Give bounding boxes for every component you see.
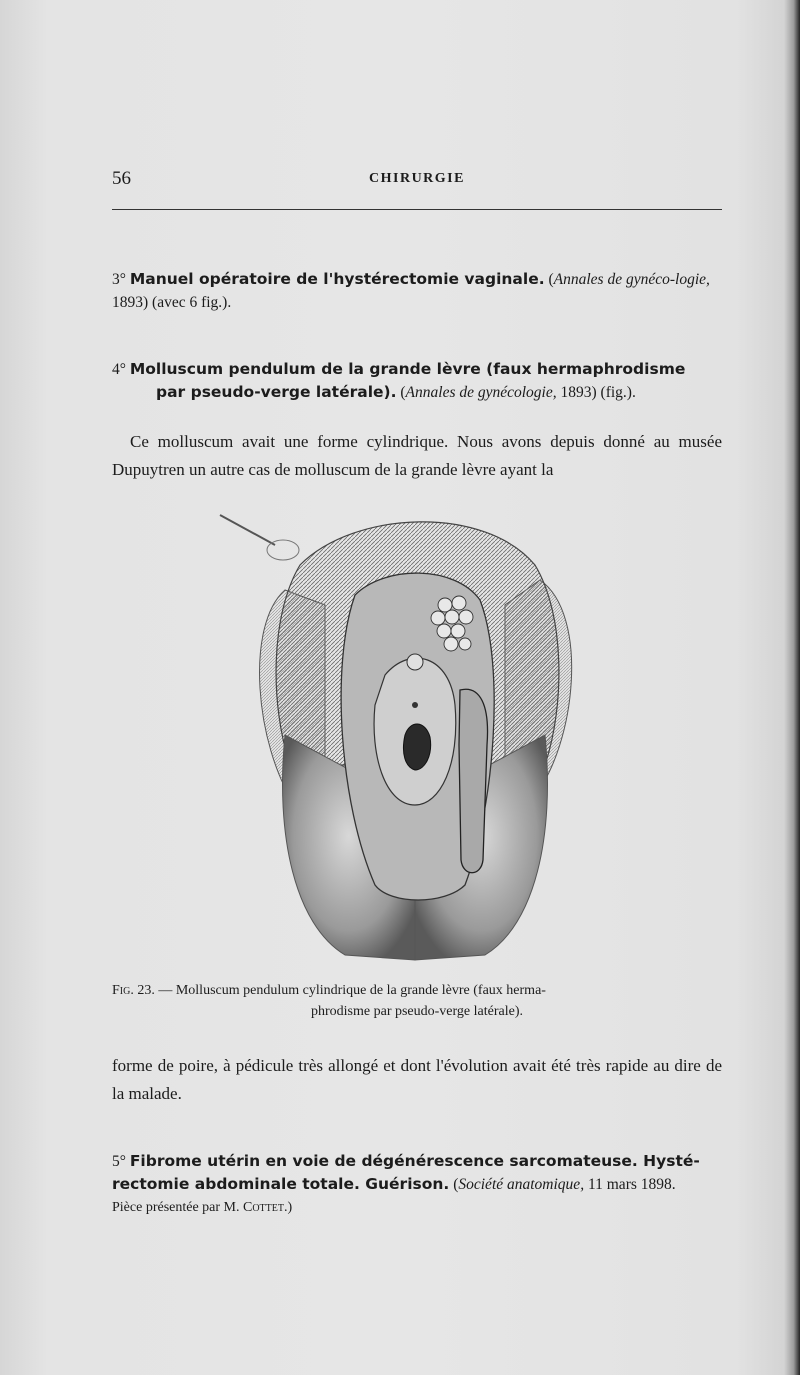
caption-line2: phrodisme par pseudo-verge latérale). (311, 1004, 523, 1019)
item-reference: (Annales de gynécologie, 1893) (fig.). (400, 384, 636, 401)
item-number: 5° (112, 1153, 126, 1170)
bibliography-item-4 (112, 358, 722, 404)
bibliography-item-3 (112, 268, 722, 314)
figure-caption (112, 980, 722, 1022)
item-title-continuation (112, 1173, 722, 1196)
item-number: 4° (112, 361, 126, 378)
item-title-line2: par pseudo-verge latérale). (156, 383, 397, 401)
header-rule (112, 209, 722, 210)
item-note: Pièce présentée par M. Cottet.) (112, 1200, 293, 1215)
item-title-line1: Molluscum pendulum de la grande lèvre (faux hermaphrodisme (129, 360, 686, 378)
item-reference: (Société anatomique, 11 mars 1898. (453, 1176, 676, 1193)
body-paragraph-2: forme de poire, à pédicule très allongé et dont l'évolution avait été très rapide au dire de la malade. (112, 1056, 722, 1103)
figure-23-illustration (215, 505, 610, 965)
item-number: 3° (112, 271, 126, 288)
caption-line1: Molluscum pendulum cylindrique de la grande lèvre (faux herma- (175, 983, 546, 998)
item-title: Manuel opératoire de l'hystérectomie vaginale. (129, 270, 545, 288)
retractor-instrument (220, 515, 275, 545)
item-reference: (Annales de gynéco-logie, 1893) (avec 6 fig.). (112, 271, 710, 311)
item-title-line2: rectomie abdominale totale. Guérison. (112, 1175, 450, 1193)
item-title-continuation (112, 381, 722, 404)
page-header (112, 168, 722, 192)
caption-label: Fig. 23. — (112, 983, 173, 998)
clitoris (407, 654, 423, 670)
page-number: 56 (112, 168, 131, 189)
running-head: CHIRURGIE (369, 171, 465, 186)
body-paragraph-1: Ce molluscum avait une forme cylindrique. Nous avons depuis donné au musée Dupuytren un autre cas de molluscum de la grande lèvre ayant la (112, 432, 722, 479)
item-title-line1: Fibrome utérin en voie de dégénérescence sarcomateuse. Hysté- (129, 1152, 700, 1170)
urethral-meatus (412, 702, 418, 708)
retractor-tip (267, 540, 299, 560)
page-edge-shadow (784, 0, 800, 1375)
bibliography-item-5 (112, 1150, 722, 1219)
pseudo-verge (459, 689, 488, 873)
